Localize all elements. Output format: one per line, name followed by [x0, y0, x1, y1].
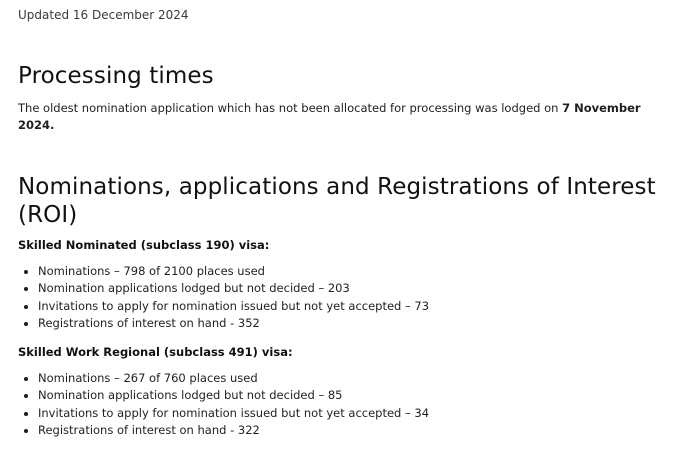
bullet-icon: [24, 394, 28, 398]
bullet-icon: [24, 322, 28, 326]
list-item-text: Nominations – 798 of 2100 places used: [38, 264, 265, 278]
list-item-text: Nominations – 267 of 760 places used: [38, 371, 258, 385]
bullet-icon: [24, 270, 28, 274]
subclass-491-list: [18, 370, 429, 439]
bullet-icon: [24, 377, 28, 381]
processing-text: The oldest nomination application which has not been allocated for processing was lodged on: [18, 101, 563, 115]
bullet-icon: [24, 412, 28, 416]
list-item: [18, 405, 429, 422]
processing-times-heading: Processing times: [18, 63, 214, 89]
list-item: [18, 370, 429, 387]
list-item-text: Nomination applications lodged but not decided – 85: [38, 388, 343, 403]
list-item: [18, 263, 429, 280]
subclass-491-heading: Skilled Work Regional (subclass 491) visa:: [18, 345, 293, 359]
list-item-text: Invitations to apply for nomination issued but not yet accepted – 73: [38, 298, 430, 313]
nominations-heading: Nominations, applications and Registrations of Interest (ROI): [18, 174, 656, 228]
list-item: [18, 387, 429, 404]
bullet-icon: [24, 287, 28, 291]
processing-times-paragraph: [18, 100, 672, 134]
list-item-text: Registrations of interest on hand - 322: [38, 422, 260, 437]
subclass-190-heading: Skilled Nominated (subclass 190) visa:: [18, 238, 270, 252]
bullet-icon: [24, 429, 28, 433]
list-item: [18, 315, 429, 332]
list-item: [18, 280, 429, 297]
bullet-icon: [24, 305, 28, 309]
list-item: [18, 422, 429, 439]
list-item: [18, 298, 429, 315]
updated-date: Updated 16 December 2024: [18, 8, 189, 22]
oldest-lodged-date: 7 November 2024.: [18, 101, 641, 132]
list-item-text: Registrations of interest on hand - 352: [38, 315, 260, 330]
list-item-text: Invitations to apply for nomination issued but not yet accepted – 34: [38, 405, 430, 420]
list-item-text: Nomination applications lodged but not decided – 203: [38, 281, 350, 296]
subclass-190-list: [18, 263, 429, 332]
